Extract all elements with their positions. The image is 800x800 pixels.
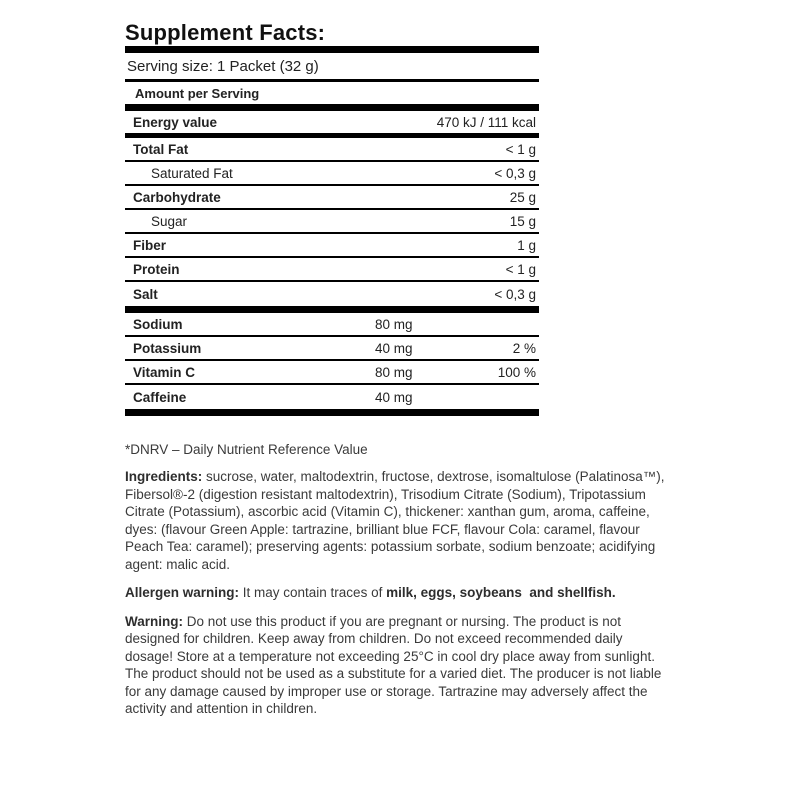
warning-paragraph — [125, 613, 670, 718]
nutrient-label: Saturated Fat — [151, 165, 233, 181]
nutrient-amount: 40 mg — [375, 340, 413, 356]
nutrient-label: Sugar — [151, 213, 188, 229]
label-content — [125, 20, 670, 718]
nutrient-row-saturated-fat — [125, 162, 539, 186]
serving-size-row — [125, 53, 539, 79]
ingredients-text: sucrose, water, maltodextrin, fructose, dextrose, isomaltulose (Palatinosa™), Fibersol®-2 (digestion resistant maltodextrin), Trisodium Citrate (Sodium), Tripotassium Citrate (Potassium), ascorbic acid (Vitamin C), thickener: xanthan gum, aroma, caffeine, dyes: (flavour Green Apple: tartrazine, brilliant blue FCF, flavour Cola: caramel, flavour Peach Tea: caramel); preserving agents: potassium sorbate, sodium benzoate; acidifying agent: malic acid. — [125, 469, 669, 572]
nutrient-row-salt — [125, 282, 539, 306]
nutrient-dv: 2 % — [512, 340, 536, 356]
nutrient-row-fiber — [125, 234, 539, 258]
nutrient-row-total-fat — [125, 138, 539, 162]
divider-bar — [125, 306, 539, 313]
allergen-text: It may contain traces of — [239, 585, 387, 600]
divider-bar — [125, 104, 539, 111]
allergen-label: Allergen warning: — [125, 585, 240, 600]
divider-bar — [125, 46, 539, 53]
ingredients-paragraph — [125, 468, 670, 573]
nutrient-row-protein — [125, 258, 539, 282]
nutrient-label: Energy value — [133, 114, 218, 130]
nutrient-row-sodium — [125, 313, 539, 337]
warning-text: Do not use this product if you are pregnant or nursing. The product is not designed for children. Keep away from children. Do not exceed recommended daily dosage! Store at a temperature not exceeding 25°C in cool dry place away from sunlight. The product should not be used as a substitute for a varied diet. The producer is not liable for any damage caused by improper use or storage. Tartrazine may adversely affect the activity and attention in children. — [125, 613, 666, 716]
nutrient-row-sugar — [125, 210, 539, 234]
nutrient-row-carbohydrate — [125, 186, 539, 210]
nutrient-amount: 40 mg — [375, 389, 413, 405]
nutrient-label: Vitamin C — [133, 364, 196, 380]
nutrient-label: Potassium — [133, 340, 202, 356]
nutrient-amount: < 0,3 g — [494, 286, 536, 302]
nutrient-amount: < 1 g — [505, 261, 536, 277]
nutrient-label: Sodium — [133, 316, 183, 332]
nutrient-label: Carbohydrate — [133, 189, 221, 205]
supplement-facts-panel — [125, 20, 539, 416]
nutrient-amount: 15 g — [509, 213, 536, 229]
panel-title: Supplement Facts: — [125, 20, 326, 45]
nutrient-amount: 80 mg — [375, 316, 413, 332]
ingredients-label: Ingredients: — [125, 469, 203, 484]
nutrient-row-energy — [125, 111, 539, 133]
nutrient-amount: 1 g — [517, 237, 536, 253]
amount-per-serving-label: Amount per Serving — [135, 85, 260, 101]
nutrient-label: Fiber — [133, 237, 167, 253]
nutrient-amount: 25 g — [509, 189, 536, 205]
dnrv-note: *DNRV – Daily Nutrient Reference Value — [125, 442, 368, 457]
nutrient-row-caffeine — [125, 385, 539, 409]
nutrient-label: Total Fat — [133, 141, 189, 157]
nutrient-row-potassium — [125, 337, 539, 361]
nutrient-amount: < 0,3 g — [494, 165, 536, 181]
nutrient-label: Protein — [133, 261, 180, 277]
nutrient-amount: < 1 g — [505, 141, 536, 157]
nutrient-row-vitamin-c — [125, 361, 539, 385]
serving-size-text: Serving size: 1 Packet (32 g) — [127, 57, 319, 75]
amount-per-serving-header — [125, 82, 539, 104]
nutrient-amount: 470 kJ / 111 kcal — [436, 114, 536, 130]
nutrient-dv: 100 % — [497, 364, 536, 380]
allergen-paragraph — [125, 584, 670, 602]
allergen-emphasis: milk, eggs, soybeans and shellfish. — [386, 585, 616, 600]
nutrient-amount: 80 mg — [375, 364, 413, 380]
divider-bar — [125, 409, 539, 416]
nutrient-label: Salt — [133, 286, 158, 302]
warning-label: Warning: — [125, 613, 183, 629]
nutrient-label: Caffeine — [133, 389, 187, 405]
